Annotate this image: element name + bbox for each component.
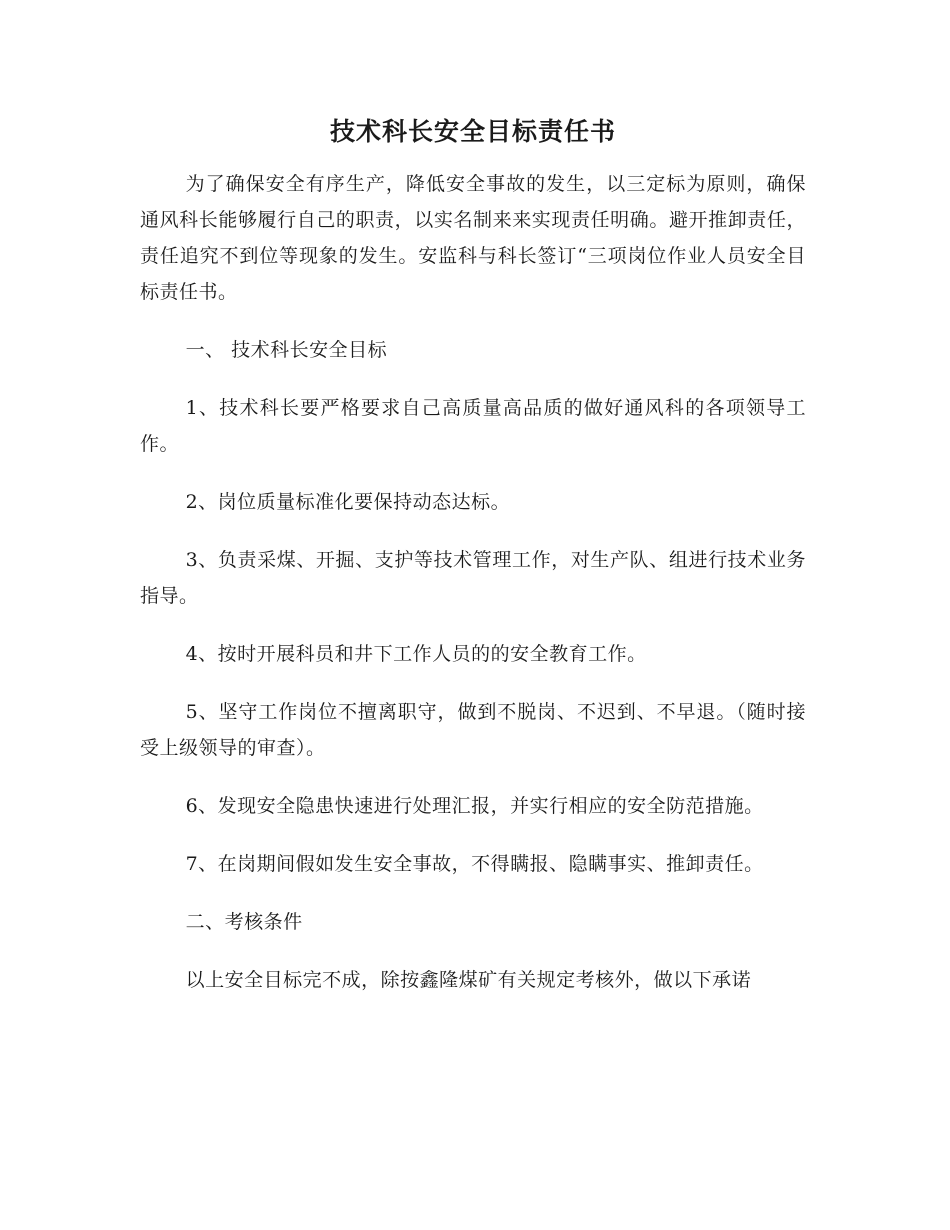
goal-item-7: 7、在岗期间假如发生安全事故，不得瞒报、隐瞒事实、推卸责任。 [185,853,764,875]
goal-item-5: 5、坚守工作岗位不擅离职守，做到不脱岗、不迟到、不早退。（随时接受上级领导的审查）。 [140,701,806,759]
intro-paragraph: 为了确保安全有序生产，降低安全事故的发生，以三定标为原则，确保通风科长能够履行自己的职责，以实名制来来实现责任明确。避开推卸责任，责任追究不到位等现象的发生。安监科与科长签订“三项岗位作业人员安全目标责任书。 [140,173,806,303]
goal-item-3: 3、负责采煤、开掘、支护等技术管理工作，对生产队、组进行技术业务指导。 [140,549,806,607]
goal-item-2: 2、岗位质量标准化要保持动态达标。 [185,491,511,513]
section-heading-assessment: 二、考核条件 [185,911,303,933]
goal-item-1: 1、技术科长要严格要求自己高质量高品质的做好通风科的各项领导工作。 [140,397,806,455]
section-heading-safety-goals: 一、 技术科长安全目标 [185,339,388,361]
document-title: 技术科长安全目标责任书 [329,117,616,146]
assessment-paragraph: 以上安全目标完不成，除按鑫隆煤矿有关规定考核外，做以下承诺 [185,969,752,991]
goal-item-4: 4、按时开展科员和井下工作人员的的安全教育工作。 [185,643,647,665]
document-body [140,112,806,1018]
goal-item-6: 6、发现安全隐患快速进行处理汇报，并实行相应的安全防范措施。 [185,795,764,817]
